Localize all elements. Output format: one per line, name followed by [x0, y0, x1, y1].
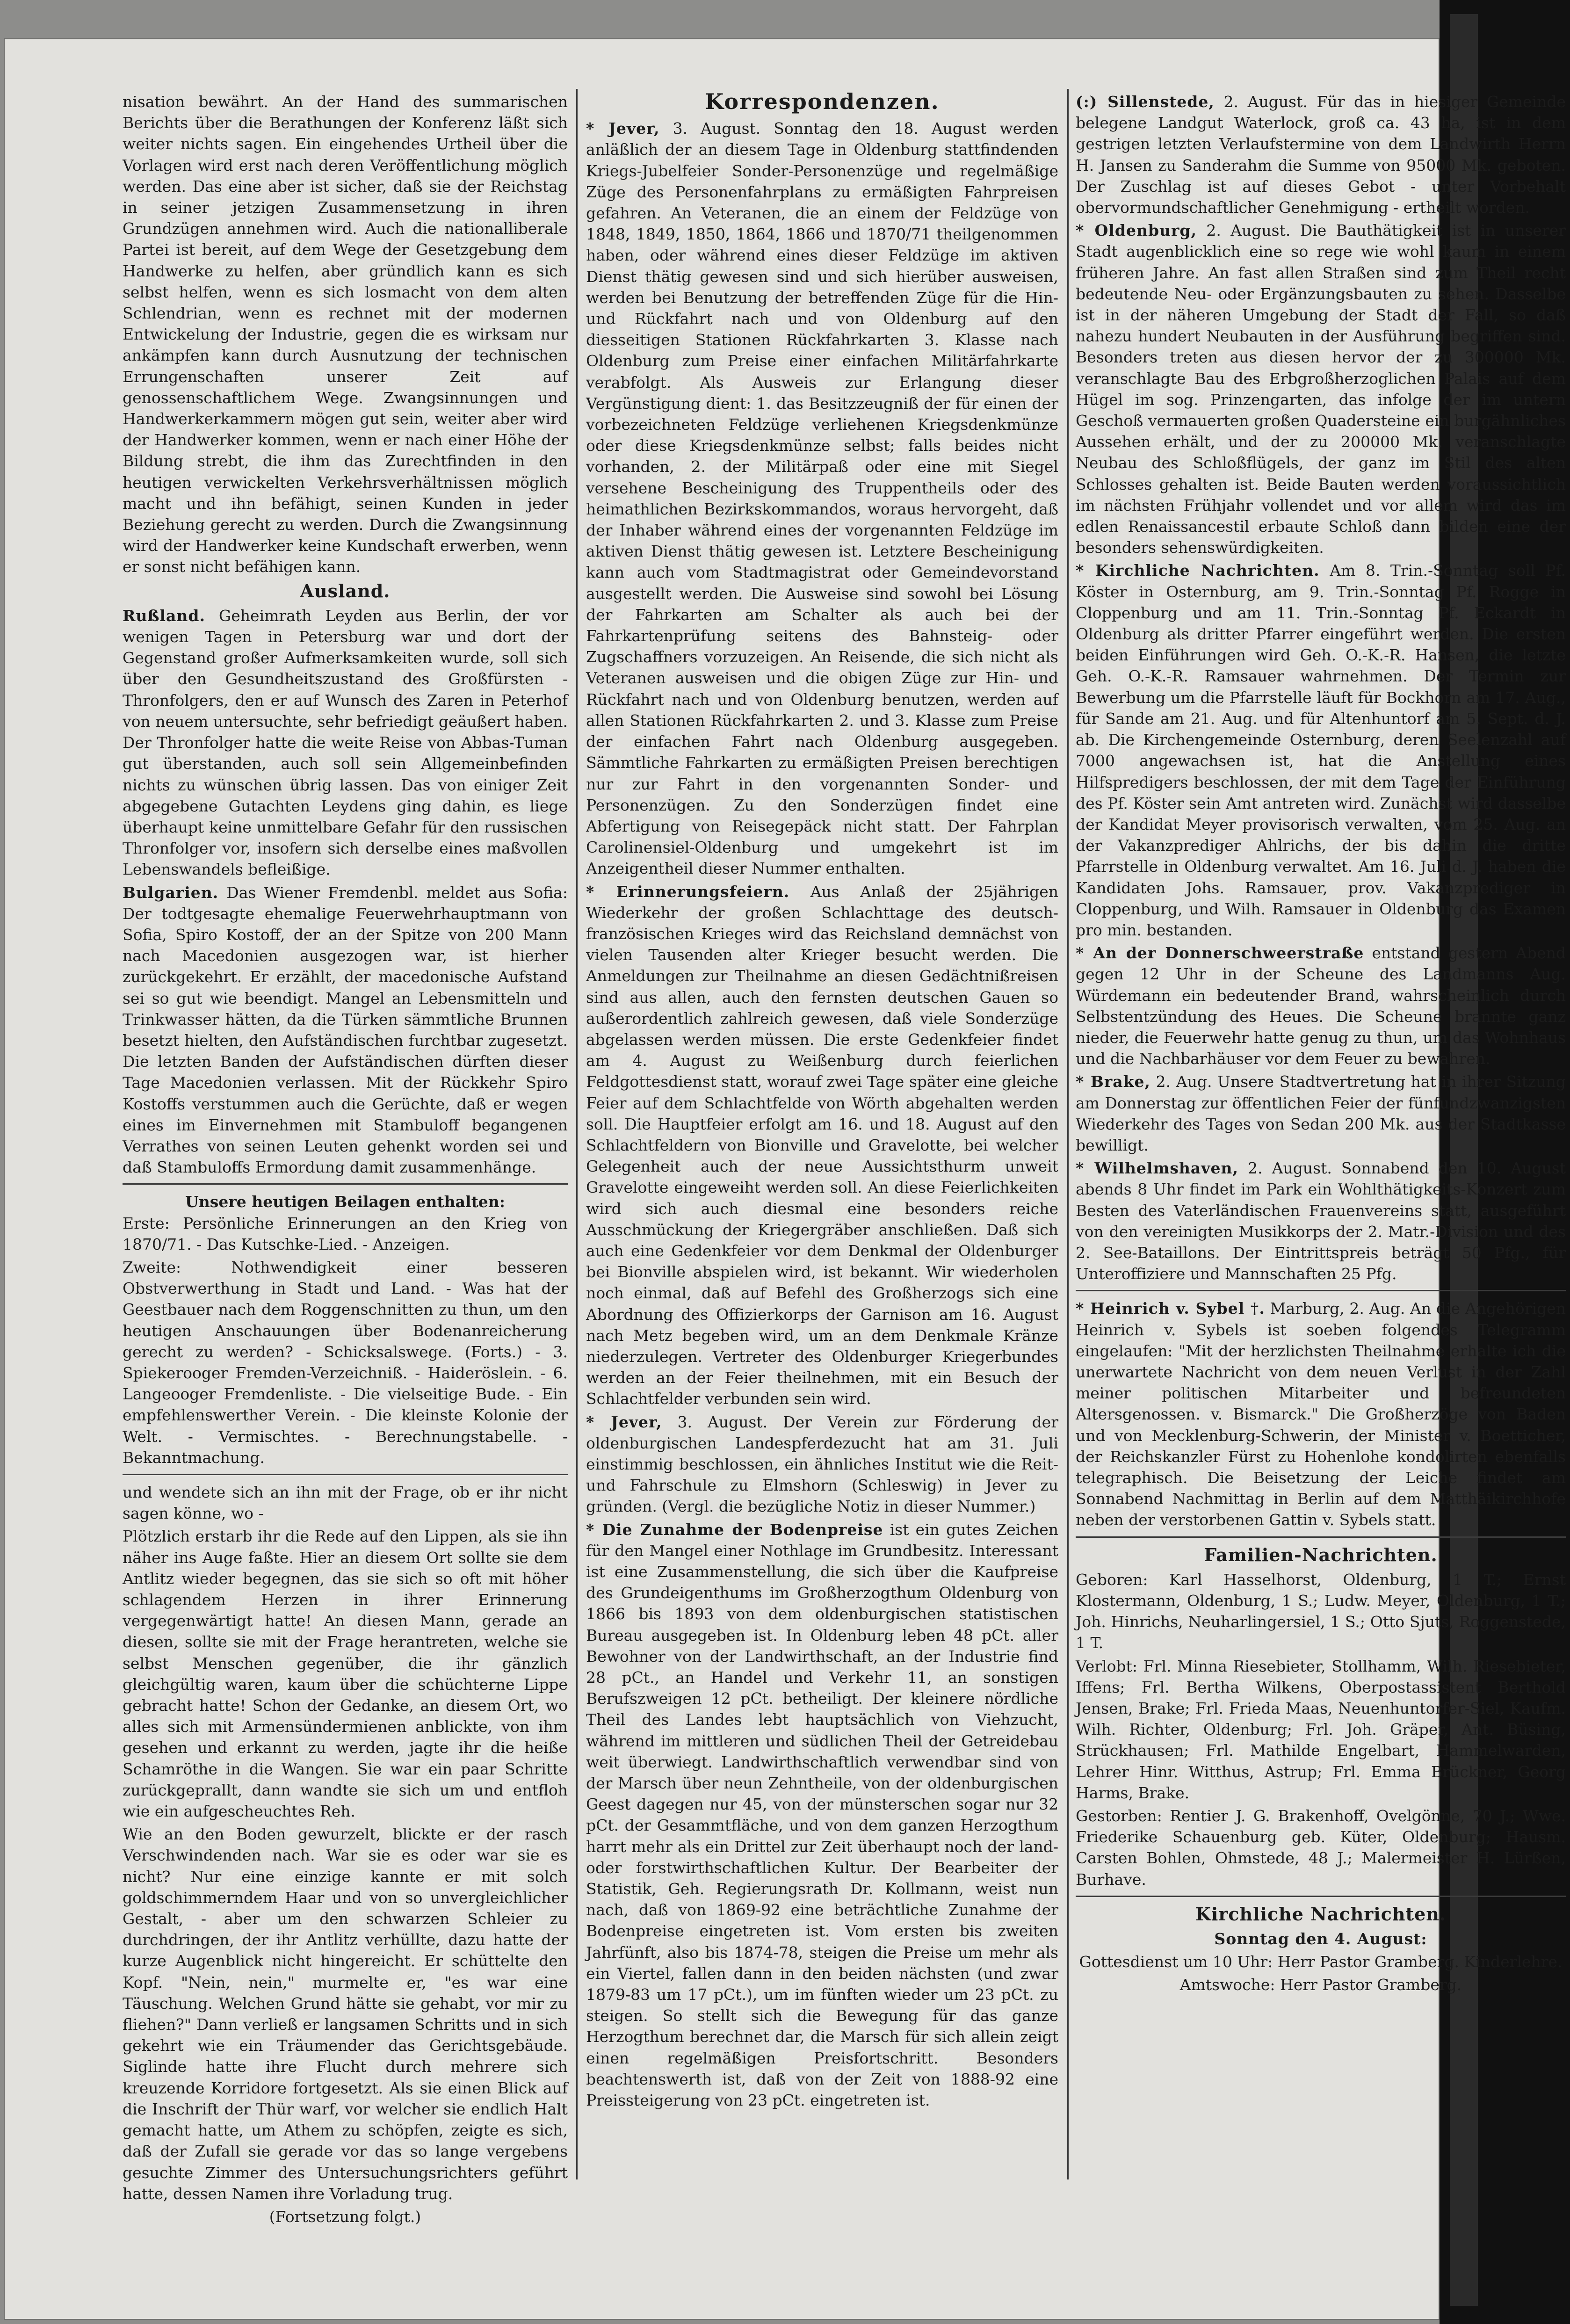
article-lead: Rußland. — [123, 606, 205, 625]
family-notice: Verlobt: Frl. Minna Riesebieter, Stollhamm, Wilh. Riesebieter, Iffens; Frl. Bertha Wilkens, Oberpostassistent Berthold Jensen, Brake; Frl. Frieda Maas, Neuenhuntorfer-Siel, Kaufm. Wilh. Richter, Oldenburg; Frl. Joh. Gräper, Ant. Büsing, Strückhausen; Frl. Mathilde Engelbart, Hammelwarden, Lehrer Hinr. Witthus, Astrup; Frl. Emma Brückner, Georg Harms, Brake. — [1076, 1657, 1566, 1802]
novel-text: Wie an den Boden gewurzelt, blickte er der rasch Verschwindenden nach. War sie es oder war sie es nicht? Nur eine einzige kannte er mit solch goldschimmerndem Haar und von so unvergleichlicher Gestalt, - aber um den schwarzen Schleier zu durchdringen, der ihr Antlitz verhüllte, dazu hatte der kurze Augenblick nicht hingereicht. Er schüttelte den Kopf. "Nein, nein," murmelte er, "es war eine Täuschung. Welchen Grund hätte sie gehabt, vor mir zu fliehen?" Dann verließ er langsamen Schritts und in sich gekehrt wie ein Träumender das Gerichtsgebäude. Siglinde hatte ihre Flucht durch mehrere sich kreuzende Korridore fortgesetzt. Als sie einen Blick auf die Inschrift der Thür warf, vor welcher sie endlich Halt gemacht hatte, um Athem zu schöpfen, zeigte es sich, daß der Zufall sie gerade vor das so lange vergebens gesuchte Zimmer des Untersuchungsrichters geführt hatte, dessen Namen ihre Vorladung trug. — [123, 1825, 568, 2203]
column-3 — [1076, 91, 1566, 2215]
article-body: Am 8. Trin.-Sonntag soll Pf. Köster in Osternburg, am 9. Trin.-Sonntag Pf. Rogge in Cloppenburg und am 11. Trin.-Sonntag Pf. Eckardt in Oldenburg als dritter Pfarrer eingeführt werden. Die ersten beiden Einführungen wird Geh. O.-K.-R. Hansen, die letzte Geh. O.-K.-R. Ramsauer wahrnehmen. Der Termin zur Bewerbung um die Pfarrstelle läuft für Bockhorn am 17. Aug., für Sande am 21. Aug. und für Altenhuntorf am 5. Sept. d. J. ab. Die Kirchengemeinde Osternburg, deren Seelenzahl auf 7000 angewachsen ist, hat die Anstellung eines Hilfspredigers beschlossen, der mit dem Tage der Einführung des Pf. Köster sein Amt antreten wird. Zunächst wird dasselbe der Kandidat Meyer provisorisch verwalten, vom 25. Aug. an der Vakanzprediger Ahlrichs, der bis dahin die dritte Pfarrstelle in Oldenburg verwaltet. Am 16. Juli d. J. haben die Kandidaten Johs. Ramsauer, prov. Vakanzprediger in Cloppenburg, und Wilh. Ramsauer in Oldenburg das Examen pro min. bestanden. — [1076, 561, 1566, 939]
section-heading-familien: Familien-Nachrichten. — [1204, 1544, 1438, 1565]
article-lead: (:) Sillenstede, — [1076, 93, 1215, 111]
column-1 — [123, 91, 568, 2226]
article-body: 3. August. Sonntag den 18. August werden anläßlich der an diesem Tage in Oldenburg stattfindenden Kriegs-Jubelfeier Sonder-Personenzüge und regelmäßige Züge des Personenfahrplans zu ermäßigten Fahrpreisen gefahren. An Veteranen, die an einem der Feldzüge von 1848, 1849, 1850, 1864, 1866 und 1870/71 theilgenommen haben, oder während eines dieser Feldzüge im aktiven Dienst thätig gewesen sind und sich hierüber ausweisen, werden bei Benutzung der betreffenden Züge für die Hin- und Rückfahrt nach und von Oldenburg auf den diesseitigen Stationen Rückfahrkarten 3. Klasse nach Oldenburg zum Preise einer einfachen Militärfahrkarte verabfolgt. Als Ausweis zur Erlangung dieser Vergünstigung dient: 1. das Besitzzeugniß der für einen der vorbezeichneten Feldzüge verliehenen Kriegsdenkmünze oder diese Kriegsdenkmünze selbst; falls beides nicht vorhanden, 2. der Militärpaß oder eine mit Siegel versehene Bescheinigung des Truppentheils oder des heimathlichen Bezirkskommandos, woraus hervorgeht, daß der Inhaber während eines der vorgenannten Feldzüge im aktiven Dienst thätig gewesen ist. Letztere Bescheinigung kann auch vom Stadtmagistrat oder Gemeindevorstand ausgestellt werden. Die Ausweise sind sowohl bei Lösung der Fahrkarten am Schalter als auch bei der Fahrkartenprüfung seitens des Bahnsteig- oder Zugschaffners vorzuzeigen. An Reisende, die sich nicht als Veteranen ausweisen und die obigen Züge zur Hin- und Rückfahrt nach und von Oldenburg benutzen, werden auf allen Stationen Rückfahrkarten 2. und 3. Klasse zum Preise der einfachen Fahrt nach Oldenburg ausgegeben. Sämmtliche Fahrkarten zu ermäßigten Preisen berechtigen nur zur Fahrt in den vorgenannten Sonder- und Personenzügen. Zu den Sonderzügen findet eine Abfertigung von Reisegepäck nicht statt. Der Fahrplan Carolinensiel-Oldenburg und umgekehrt ist im Anzeigentheil dieser Nummer enthalten. — [586, 119, 1058, 878]
column-rule — [1067, 89, 1069, 2179]
article-body: Aus Anlaß der 25jährigen Wiederkehr der großen Schlachttage des deutsch-französischen Krieges wird das Reichsland demnächst von vielen Tausenden alter Krieger besucht werden. Die Anmeldungen zur Theilnahme an diesen Gedächtnißreisen sind aus allen, auch den fernsten deutschen Gauen so außerordentlich zahlreich gewesen, daß viele Sonderzüge abgelassen werden müssen. Die erste Gedenkfeier findet am 4. August zu Weißenburg durch feierlichen Feldgottesdienst statt, worauf zwei Tage später eine gleiche Feier auf dem Schlachtfelde von Wörth abgehalten werden soll. Die Hauptfeier erfolgt am 16. und 18. August auf den Schlachtfeldern von Bionville und Gravelotte, bei welcher Gelegenheit auch der neue Aussichtsthurm unweit Gravelotte eingeweiht werden soll. An diese Feierlichkeiten wird sich auch diesmal eine besonders reiche Ausschmückung der Kriegergräber anschließen. Daß sich auch eine Gedenkfeier vor dem Denkmal der Oldenburger bei Bionville abspielen wird, ist bekannt. Wir wiederholen noch einmal, daß auf Befehl des Großherzogs sich eine Abordnung des Offizierkorps der Garnison am 16. August nach Metz begeben wird, um an dem Denkmale Kränze niederzulegen. Vertreter des Oldenburger Kriegerbundes werden an der Feier theilnehmen, mit ein Besuch der Schlachtfelder verbunden sein wird. — [586, 882, 1058, 1408]
article-russland — [123, 605, 568, 880]
article-body: 2. August. Sonnabend den 10. August abends 8 Uhr findet im Park ein Wohlthätigkeits-Konzert zum Besten des Vaterländischen Frauenvereins statt, ausgeführt von den vereinigten Musikkorps der 2. Matr.-Division und des 2. See-Bataillons. Der Eintrittspreis beträgt 50 Pfg., für Unteroffiziere und Mannschaften 25 Pfg. — [1076, 1159, 1566, 1283]
article-bulgarien — [123, 882, 568, 1178]
divider — [1076, 1896, 1566, 1897]
family-notice: Geboren: Karl Hasselhorst, Oldenburg, 1 T.; Ernst Klostermann, Oldenburg, 1 S.; Ludw. Meyer, Oldenburg, 1 T.; Joh. Hinrichs, Neuharlingersiel, 1 S.; Otto Sjuts, Roggenstede, 1 T. — [1076, 1570, 1566, 1652]
article-lead: * An der Donnerschweerstraße — [1076, 944, 1364, 963]
church-date: Sonntag den 4. August: — [1214, 1930, 1427, 1948]
beilagen-item: Zweite: Nothwendigkeit einer besseren Obstverwerthung in Stadt und Land. - Was hat der Geestbauer nach dem Roggenschnitten zu thun, um den heutigen Anschauungen über Bodenanreicherung gerecht zu werden? - Schicksalswege. (Forts.) - 3. Spiekerooger Fremden-Verzeichniß. - Haideröslein. - 6. Langeooger Fremdenliste. - Die vielseitige Bude. - Ein empfehlenswerther Verein. - Die kleinste Kolonie der Welt. - Vermischtes. - Berechnungstabelle. - Bekanntmachung. — [123, 1258, 568, 1467]
article-lead: * Brake, — [1076, 1072, 1150, 1091]
section-heading-korrespondenzen: Korrespondenzen. — [705, 89, 940, 114]
section-heading-ausland: Ausland. — [300, 580, 391, 601]
article-body: Geheimrath Leyden aus Berlin, der vor wenigen Tagen in Petersburg war und dort der Gegenstand großer Aufmerksamkeiten wurde, soll sich über den Gesundheitszustand des Großfürsten - Thronfolgers, den er auf Wunsch des Zaren in Peterhof von neuem untersuchte, sehr befriedigt geäußert haben. Der Thronfolger hatte die weite Reise von Abbas-Tuman gut überstanden, auch soll sein Allgemeinbefinden nichts zu wünschen übrig lassen. Das von einiger Zeit abgegebene Gutachten Leydens ging dahin, es liege überhaupt keine unmittelbare Gefahr für den russischen Thronfolger vor, insofern sich derselbe eines maßvollen Lebenswandels befleißige. — [123, 606, 568, 879]
article-wilhelmshaven — [1076, 1158, 1566, 1284]
beilagen-box — [123, 1191, 568, 1468]
article-jever — [586, 118, 1058, 879]
divider — [123, 1474, 568, 1475]
column-rule — [576, 89, 578, 2179]
article-lead: * Jever, — [586, 119, 660, 138]
article-lead: * Wilhelmshaven, — [1076, 1159, 1238, 1178]
church-service: Gottesdienst um 10 Uhr: Herr Pastor Gramberg. Kinderlehre. — [1079, 1953, 1563, 1971]
article-lead: * Jever, — [586, 1412, 662, 1431]
divider — [1076, 1290, 1566, 1291]
article-body: Das Wiener Fremdenbl. meldet aus Sofia: Der todtgesagte ehemalige Feuerwehrhauptmann von Sofia, Spiro Kostoff, der an der Spitze von 200 Mann nach Macedonien ausgezogen war, ist hierher zurückgekehrt. Er erzählt, der macedonische Aufstand sei so gut wie beendigt. Mangel an Lebensmitteln und Trinkwasser hätten, da die Türken sämmtliche Brunnen besetzt hielten, den Aufständischen furchtbar zugesetzt. Die letzten Banden der Aufständischen dürften dieser Tage Macedonien verlassen. Mit der Rückkehr Spiro Kostoffs verstummen auch die Gerüchte, daß er wegen eines im Einvernehmen mit Stambuloff begangenen Verrathes von seinen Leuten gehenkt worden sei und daß Stambuloffs Ermordung damit zusammenhänge. — [123, 883, 568, 1177]
beilagen-title: Unsere heutigen Beilagen enthalten: — [185, 1193, 505, 1211]
novel-text: und wendete sich an ihn mit der Frage, ob er ihr nicht sagen könne, wo - — [123, 1483, 568, 1523]
article-oldenburg — [1076, 220, 1566, 558]
article-erinnerungsfeiern — [586, 881, 1058, 1410]
article-body: Marburg, 2. Aug. An die Angehörigen Heinrich v. Sybels ist soeben folgendes Telegramm eingelaufen: "Mit der herzlichsten Theilnahme erhalte ich die unerwartete Nachricht von dem neuen Verlust in der Zahl meiner politischen Mitarbeiter und befreundeten Altersgenossen. v. Bismarck." Die Großherzöge von Baden und von Mecklenburg-Schwerin, der Minister v. Boetticher, der Reichskanzler Fürst zu Hohenlohe kondolirten ebenfalls telegraphisch. Die Beisetzung der Leiche findet am Sonnabend Nachmittag in Berlin auf dem Matthäikirchhofe neben der verstorbenen Gattin v. Sybels statt. — [1076, 1299, 1566, 1529]
article-donnerschweer — [1076, 942, 1566, 1069]
novel-continued: (Fortsetzung folgt.) — [269, 2207, 421, 2226]
article-lead: Bulgarien. — [123, 883, 219, 902]
article-jever-2 — [586, 1412, 1058, 1517]
novel-text: Plötzlich erstarb ihr die Rede auf den Lippen, als sie ihn näher ins Auge faßte. Hier an diesem Ort sollte sie dem Antlitz wieder begegnen, das sie sich so oft mit höher schlagendem Herzen in ihrer Erinnerung vergegenwärtigt hatte! An diesen Mann, gerade an diesen, sollte sie mit der Frage herantreten, welche sie selbst Menschen gegenüber, die ihr gänzlich gleichgültig waren, kaum über die schüchterne Lippe gebracht hatte! Schon der Gedanke, an diesem Ort, wo alles sich mit Armensündermienen anblickte, von ihm gesehen und erkannt zu werden, jagte ihr die heiße Schamröthe in die Wangen. Sie war ein paar Schritte zurückgeprallt, dann wandte sie sich um und entfloh wie ein aufgescheuchtes Reh. — [123, 1527, 568, 1821]
article-lead: * Heinrich v. Sybel †. — [1076, 1299, 1265, 1318]
divider — [1076, 1536, 1566, 1538]
article-lead: * Erinnerungsfeiern. — [586, 882, 790, 901]
church-week: Amtswoche: Herr Pastor Gramberg. — [1179, 1976, 1462, 1994]
family-notice: Gestorben: Rentier J. G. Brakenhoff, Ovelgönne, 70 J.; Wwe. Friederike Schauenburg geb. Küter, Oldenburg; Hausm. Carsten Bohlen, Ohmstede, 48 J.; Malermeister H. Lürßen, Burhave. — [1076, 1807, 1566, 1889]
article-sillenstede — [1076, 91, 1566, 218]
article-lead: * Kirchliche Nachrichten. — [1076, 561, 1320, 580]
article-lead: * Die Zunahme der Bodenpreise — [586, 1520, 883, 1539]
article-body: ist ein gutes Zeichen für den Mangel einer Nothlage im Grundbesitz. Interessant ist eine Zusammenstellung, die sich über die Kaufpreise des Grundeigenthums im Großherzogthum Oldenburg von 1866 bis 1893 von dem oldenburgischen statistischen Bureau ausgegeben ist. In Oldenburg leben 48 pCt. aller Bewohner von der Landwirthschaft, an der Industrie find 28 pCt., an Handel und Verkehr 11, an sonstigen Berufszweigen 12 pCt. betheiligt. Der kleinere nördliche Theil des Landes lebt hauptsächlich von Viehzucht, während im mittleren und südlichen Theil der Getreidebau weit überwiegt. Landwirthschaftlich verwendbar sind von der Marsch über neun Zehntheile, von der oldenburgischen Geest dagegen nur 45, von der münsterschen sogar nur 32 pCt. der Gesammtfläche, und von dem ganzen Herzogthum harrt mehr als ein Drittel zur Zeit überhaupt noch der land- oder forstwirthschaftlichen Kultur. Der Bearbeiter der Statistik, Geh. Regierungsrath Dr. Kollmann, weist nun nach, daß von 1869-92 eine beträchtliche Zunahme der Bodenpreise eingetreten ist. Vom ersten bis zweiten Jahrfünft, also bis 1874-78, steigen die Preise um mehr als ein Viertel, fallen dann in den beiden nächsten (und zwar 1879-83 um 17 pCt.), um im fünften wieder um 23 pCt. zu steigen. So stellt sich die Bewegung für das ganze Herzogthum berechnet dar, die Marsch für sich allein zeigt einen regelmäßigen Preisfortschritt. Besonders beachtenswerth ist, daß von der Zeit von 1888-92 eine Preissteigerung von 23 pCt. eingetreten ist. — [586, 1520, 1058, 2110]
article-body: 2. August. Für das in hiesiger Gemeinde belegene Landgut Waterlock, groß ca. 43 ha, ist in dem gestrigen letzten Verlaufstermine von dem Landwirth Herrn H. Jansen zu Sanderahm die Summe von 95000 Mk. geboten. Der Zuschlag ist auf dieses Gebot - unter Vorbehalt obervormundschaftlicher Genehmigung - ertheilt worden. — [1076, 93, 1566, 217]
article-sybel — [1076, 1298, 1566, 1530]
article-bodenpreise — [586, 1519, 1058, 2111]
beilagen-item: Erste: Persönliche Erinnerungen an den Krieg von 1870/71. - Das Kutschke-Lied. - Anzeigen. — [123, 1214, 568, 1253]
article-body: entstand gestern Abend gegen 12 Uhr in der Scheune des Landmanns Aug. Würdemann ein bedeutender Brand, wahrscheinlich durch Selbstentzündung des Heues. Die Scheune brannte ganz nieder, die Feuerwehr hatte genug zu thun, um das Wohnhaus und die Nachbarhäuser vor dem Feuer zu bewahren. — [1076, 944, 1566, 1068]
article-kirchliche — [1076, 560, 1566, 941]
column-2 — [586, 91, 1058, 2215]
article-lead: * Oldenburg, — [1076, 221, 1197, 240]
section-heading-kirchliche: Kirchliche Nachrichten. — [1195, 1903, 1447, 1925]
article-body: 3. August. Der Verein zur Förderung der oldenburgischen Landespferdezucht hat am 31. Juli einstimmig beschlossen, ein ähnliches Institut wie die Reit- und Fahrschule zu Elmshorn (Schleswig) in Jever zu gründen. (Vergl. die bezügliche Notiz in dieser Nummer.) — [586, 1412, 1058, 1516]
article-brake — [1076, 1071, 1566, 1156]
article-body: 2. August. Die Bauthätigkeit ist in unserer Stadt augenblicklich eine so rege wie wohl kaum in einem früheren Jahre. An fast allen Straßen sind zum Theil recht bedeutende Neu- oder Ergänzungsbauten zu sehen. Dasselbe ist in der näheren Umgebung der Stadt der Fall, so daß nahezu hundert Neubauten in der Ausführung begriffen sind. Besonders treten aus diesen hervor der zu 300000 Mk. veranschlagte Bau des Erbgroßherzoglichen Palais auf dem Hügel im sog. Prinzengarten, das infolge der im untern Geschoß vermauerten großen Quadersteine ein burgähnliches Aussehen erhält, und der zu 200000 Mk. veranschlagte Neubau des Schloßflügels, der ganz im Stil des alten Schlosses gehalten ist. Beide Bauten werden voraussichtlich im nächsten Frühjahr vollendet und vor allem wird das im edlen Renaissancestil erbaute Schloß dann bilden eine der besonders sehenswürdigkeiten. — [1076, 221, 1566, 557]
article-body: 2. Aug. Unsere Stadtvertretung hat in ihrer Sitzung am Donnerstag zur öffentlichen Feier der fünfundzwanzigsten Wiederkehr des Tages von Sedan 200 Mk. aus der Stadtkasse bewilligt. — [1076, 1072, 1566, 1154]
article-text: nisation bewährt. An der Hand des summarischen Berichts über die Berathungen der Konferenz läßt sich weiter nichts sagen. Ein eingehendes Urtheil über die Vorlagen wird erst nach deren Veröffentlichung möglich werden. Das eine aber ist sicher, daß sie der Reichstag in seiner jetzigen Zusammensetzung in ihren Grundzügen annehmen wird. Auch die nationalliberale Partei ist bereit, auf dem Wege der Gesetzgebung dem Handwerke zu helfen, aber gründlich kann es sich selbst helfen, wenn es sich losmacht von dem alten Schlendrian, wenn es rechnet mit der modernen Entwickelung der Industrie, gegen die es wirksam nur ankämpfen kann durch Ausnutzung der technischen Errungenschaften unserer Zeit auf genossenschaftlichem Wege. Zwangsinnungen und Handwerkerkammern mögen gut sein, weiter aber wird der Handwerker kommen, wenn er nach einer Höhe der Bildung strebt, die ihm das Zurechtfinden in den heutigen verwickelten Verkehrsverhältnissen möglich macht und ihn befähigt, seinen Kunden in jeder Beziehung gerecht zu werden. Durch die Zwangsinnung wird der Handwerker keine Kundschaft erwerben, wenn er sonst nicht befähigen kann. — [123, 93, 568, 576]
divider — [123, 1183, 568, 1185]
